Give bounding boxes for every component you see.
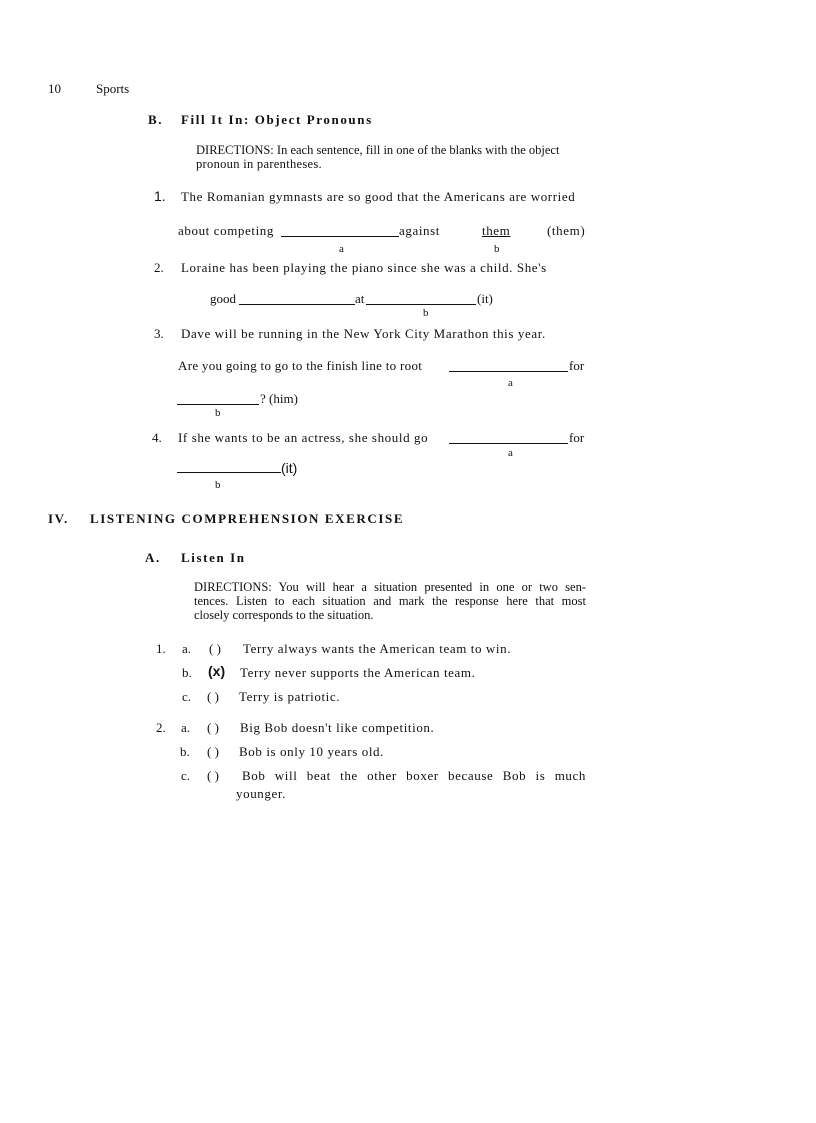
question-1-number: 1. — [156, 641, 166, 656]
q1-option-c-letter: c. — [182, 689, 192, 704]
q2-option-a-letter: a. — [181, 720, 191, 735]
part-a-title: Listen In — [181, 550, 246, 565]
item-3-blank-a[interactable] — [449, 359, 568, 372]
item-1-number: 1. — [154, 188, 166, 204]
part-b-title: Fill It In: Object Pronouns — [181, 112, 373, 127]
item-2-line2-mid: at — [355, 291, 365, 306]
q2-option-c-checkbox[interactable]: ( ) — [207, 768, 219, 783]
item-1-line2-mid: against — [399, 223, 441, 238]
item-2-number: 2. — [154, 260, 164, 275]
item-3-line2-start: Are you going to go to the finish line to root — [178, 358, 423, 373]
q2-option-c-text-2: younger. — [236, 786, 286, 801]
item-3-line2-end: for — [569, 358, 585, 373]
item-4-blank-a[interactable] — [449, 431, 568, 444]
part-a-directions-3: closely corresponds to the situation. — [194, 608, 374, 622]
item-2-blank-a[interactable] — [239, 292, 355, 305]
item-3-blank-b[interactable] — [177, 392, 259, 405]
q2-option-c-text-1: Bob will beat the other boxer because Bob is much — [242, 768, 586, 783]
item-1-label-b: b — [494, 243, 500, 255]
item-4-number: 4. — [152, 430, 162, 445]
item-4-label-b: b — [215, 479, 221, 491]
q1-option-b-checkbox[interactable]: (x) — [208, 663, 226, 679]
item-2-line2-start: good — [210, 291, 236, 306]
page-number: 10 — [48, 81, 61, 96]
part-a-directions-2: tences. Listen to each situation and mark the response here that most — [194, 594, 586, 608]
item-4-blank-b[interactable] — [177, 460, 281, 473]
q2-option-b-text: Bob is only 10 years old. — [239, 744, 384, 759]
q1-option-a-checkbox[interactable]: ( ) — [209, 641, 221, 656]
q2-option-a-text: Big Bob doesn't like competition. — [240, 720, 435, 735]
question-2-number: 2. — [156, 720, 166, 735]
item-3-number: 3. — [154, 326, 164, 341]
item-1-line1: The Romanian gymnasts are so good that the Americans are worried — [181, 189, 576, 204]
item-3-label-a: a — [508, 377, 513, 389]
item-4-line1-end: for — [569, 430, 585, 445]
item-2-hint: (it) — [477, 291, 493, 306]
q1-option-c-text: Terry is patriotic. — [239, 689, 341, 704]
q1-option-a-letter: a. — [182, 641, 192, 656]
item-4-line2-end: (it) — [281, 460, 298, 476]
part-a-directions-1: DIRECTIONS: You will hear a situation presented in one or two sen- — [194, 580, 586, 594]
item-4-line1-start: If she wants to be an actress, she should go — [178, 430, 429, 445]
q2-option-a-checkbox[interactable]: ( ) — [207, 720, 219, 735]
running-header: Sports — [96, 81, 130, 96]
item-1-label-a: a — [339, 243, 344, 255]
section-iv-label: IV. — [48, 511, 69, 526]
part-a-label: A. — [145, 550, 161, 565]
section-iv-title: LISTENING COMPREHENSION EXERCISE — [90, 511, 405, 526]
item-1-filled-answer: them — [482, 223, 511, 238]
item-2-label-b: b — [423, 307, 429, 319]
item-3-label-b: b — [215, 407, 221, 419]
q2-option-c-letter: c. — [181, 768, 191, 783]
q1-option-b-letter: b. — [182, 665, 192, 680]
part-b-label: B. — [148, 112, 164, 127]
item-3-line3-end: ? (him) — [260, 391, 298, 406]
item-2-blank-b[interactable] — [366, 292, 476, 305]
q2-option-b-checkbox[interactable]: ( ) — [207, 744, 219, 759]
q1-option-c-checkbox[interactable]: ( ) — [207, 689, 219, 704]
part-b-directions-1: DIRECTIONS: In each sentence, fill in one of the blanks with the object — [196, 143, 560, 157]
item-1-line2-start: about competing — [178, 223, 275, 238]
q2-option-b-letter: b. — [180, 744, 190, 759]
q1-option-b-text: Terry never supports the American team. — [240, 665, 476, 680]
item-4-label-a: a — [508, 447, 513, 459]
item-3-line1: Dave will be running in the New York City Marathon this year. — [181, 326, 546, 341]
item-2-line1: Loraine has been playing the piano since she was a child. She's — [181, 260, 547, 275]
q1-option-a-text: Terry always wants the American team to win. — [243, 641, 512, 656]
item-1-blank-a[interactable] — [281, 224, 399, 237]
item-1-hint: (them) — [547, 223, 586, 238]
part-b-directions-2: pronoun in parentheses. — [196, 157, 322, 171]
